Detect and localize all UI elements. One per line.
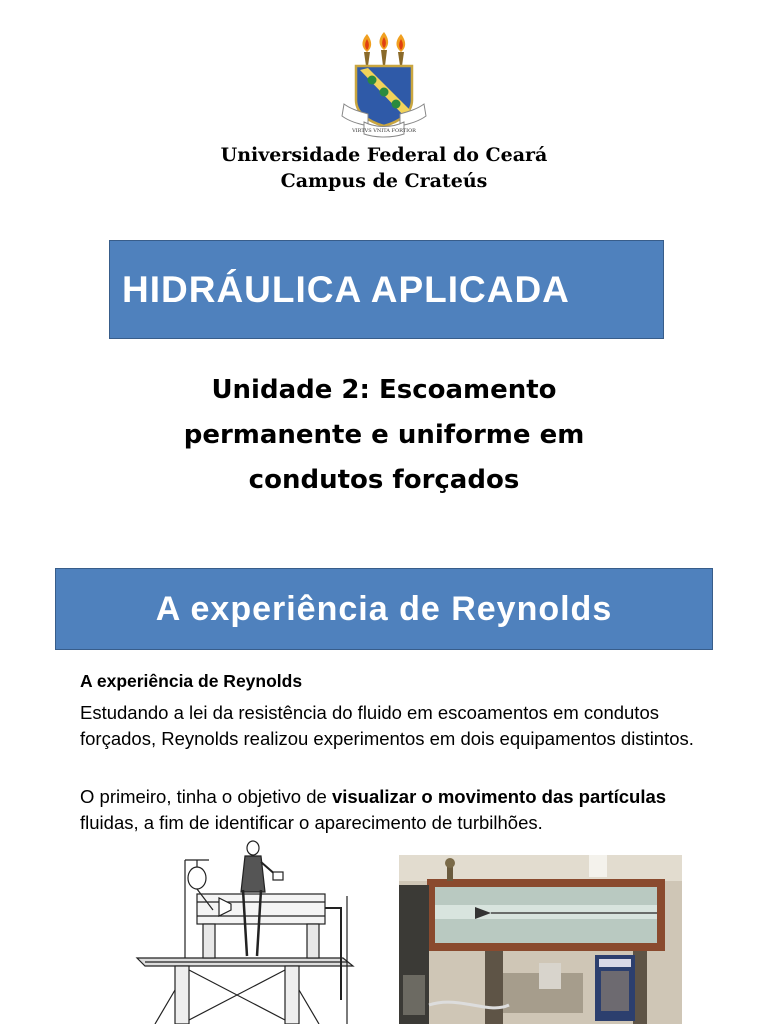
paragraph-2 — [80, 784, 720, 836]
unit-title-line-3: condutos forçados — [248, 465, 520, 495]
body-heading: A experiência de Reynolds — [80, 671, 303, 691]
reynolds-apparatus-photo — [399, 855, 682, 1024]
paragraph-1: Estudando a lei da resistência do fluido em escoamentos em condutos forçados, Reynolds realizou experimentos em dois equipamentos distintos. — [80, 702, 694, 749]
crest-motto: VIRTVS VNITA FORTIOR — [352, 128, 416, 134]
course-title-box — [109, 240, 664, 339]
course-title: HIDRÁULICA APLICADA — [122, 268, 570, 310]
unit-title-line-1: Unidade 2: Escoamento — [211, 375, 557, 405]
section-title-box — [55, 568, 713, 650]
university-crest-icon — [338, 30, 430, 140]
university-name: Universidade Federal do Ceará — [220, 144, 548, 166]
paragraph-2-emphasis: visualizar o movimento das partículas — [331, 786, 667, 807]
paragraph-2-start: O primeiro, tinha o objetivo de — [80, 786, 332, 807]
section-title: A experiência de Reynolds — [155, 589, 613, 628]
paragraph-2-end: fluidas, a fim de identificar o aparecimento de turbilhões. — [80, 812, 543, 833]
unit-title-line-2: permanente e uniforme em — [183, 420, 585, 450]
unit-title — [0, 368, 768, 503]
campus-name: Campus de Crateús — [280, 170, 488, 192]
reynolds-apparatus-engraving — [135, 840, 360, 1024]
